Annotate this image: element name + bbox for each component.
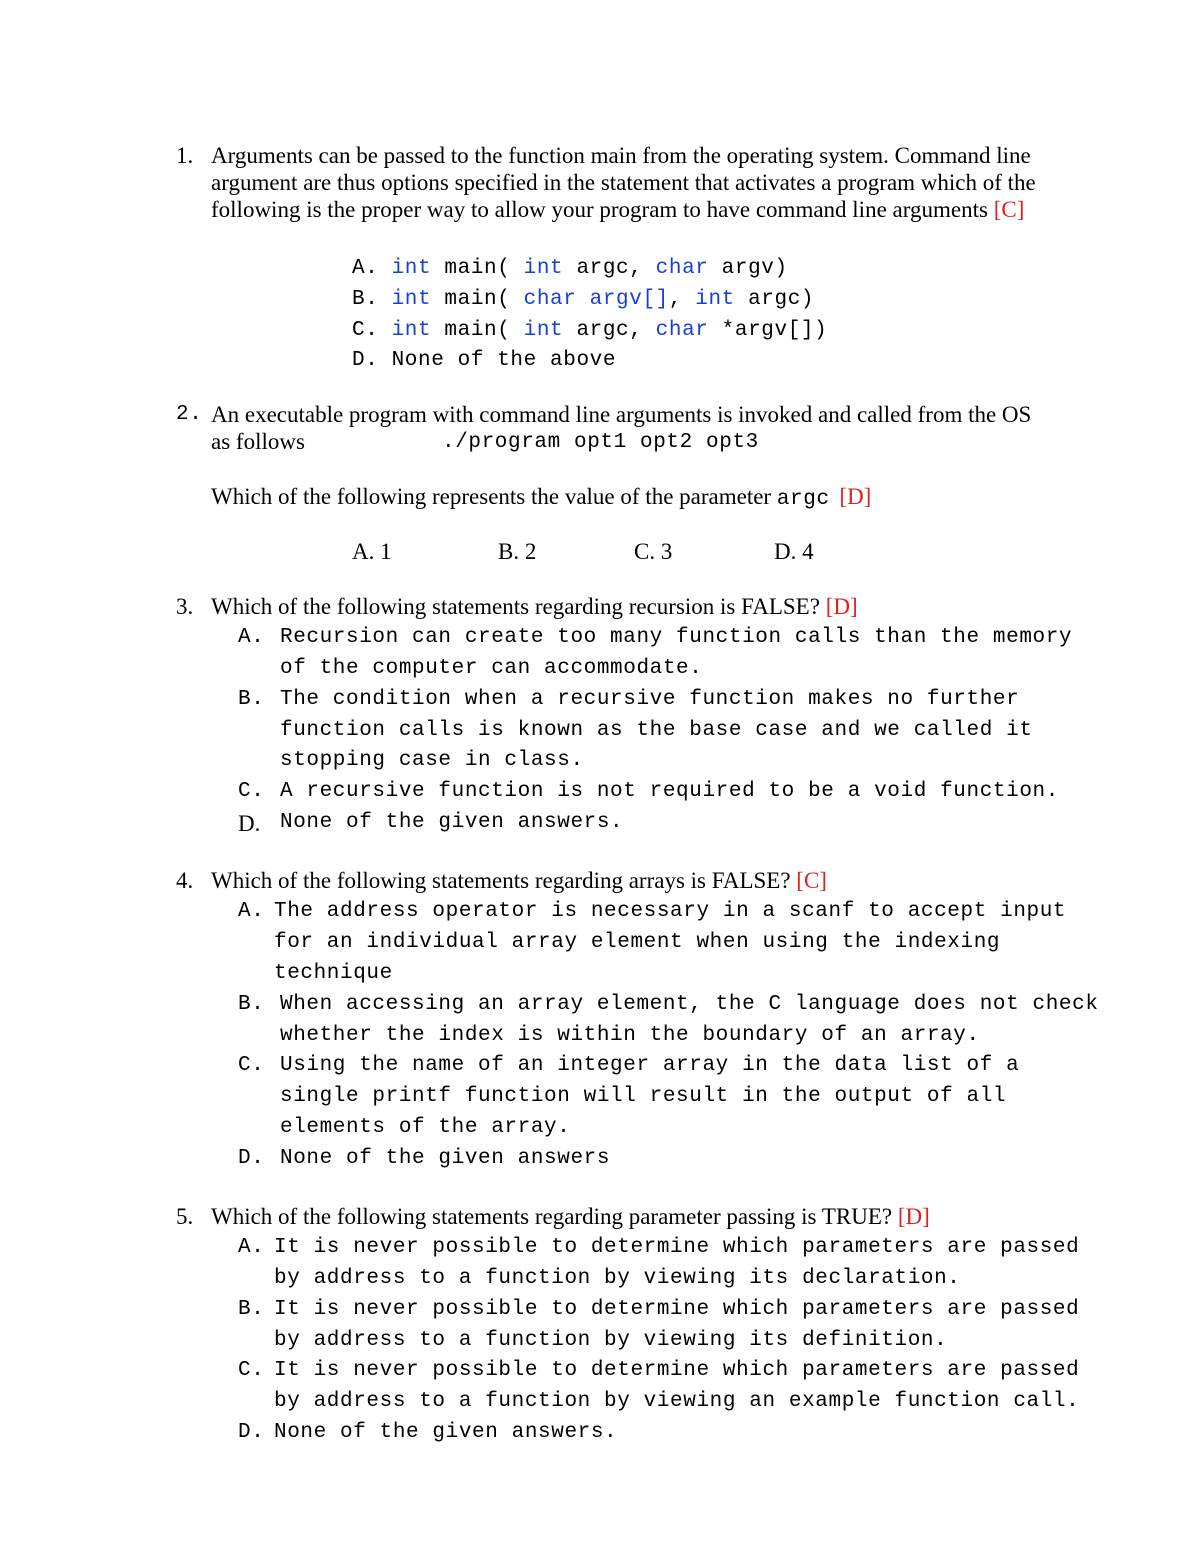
code-keyword: int: [391, 288, 432, 311]
question-number: 2.: [176, 403, 203, 426]
option-letter: C.: [352, 319, 379, 342]
option-text-line: by address to a function by viewing its definition.: [274, 1329, 948, 1352]
option-text-line: function calls is known as the base case and we called it: [280, 719, 1033, 742]
option-text-line: technique: [274, 962, 393, 985]
code-text: argc,: [563, 257, 656, 280]
option-text-line: by address to a function by viewing an example function call.: [274, 1390, 1080, 1413]
code-text: *argv[]): [708, 319, 828, 342]
option-letter: C.: [238, 780, 265, 803]
option-text-line: It is never possible to determine which parameters are passed: [274, 1236, 1080, 1259]
option-text-line: elements of the array.: [280, 1116, 571, 1139]
option-text-line: single printf function will result in the output of all: [280, 1085, 1007, 1108]
option-text-line: The address operator is necessary in a scanf to accept input: [274, 900, 1067, 923]
option-letter: D.: [238, 811, 261, 836]
option-text-line: A recursive function is not required to be a void function.: [280, 780, 1059, 803]
code-keyword: char: [655, 257, 709, 280]
option-b: B. 2: [498, 539, 537, 564]
code-keyword: int: [391, 319, 432, 342]
question-number: 1.: [176, 143, 194, 168]
code-keyword: char: [655, 319, 709, 342]
question-prompt: Which of the following represents the value of the parameter: [211, 484, 772, 509]
question-text-line: as follows: [211, 429, 305, 454]
option-letter: A.: [352, 257, 379, 280]
option-text-line: None of the given answers.: [280, 811, 624, 834]
option-letter: C.: [238, 1054, 265, 1077]
answer-key: [D]: [825, 594, 858, 619]
answer-key: [D]: [897, 1204, 930, 1229]
option-c: [352, 319, 827, 342]
option-text-line: stopping case in class.: [280, 749, 584, 772]
code-text: ,: [668, 288, 696, 311]
option-letter: B.: [352, 288, 379, 311]
option-text-line: It is never possible to determine which parameters are passed: [274, 1359, 1080, 1382]
option-letter: D.: [352, 349, 379, 372]
question-stem: Which of the following statements regarding arrays is FALSE?: [211, 868, 791, 893]
option-b: [352, 288, 814, 311]
option-letter: A.: [238, 900, 265, 923]
code-text: main(: [431, 257, 524, 280]
option-letter: B.: [238, 1298, 265, 1321]
option-d: D. 4: [774, 539, 814, 564]
code-text: argc,: [563, 319, 656, 342]
code-text: argv): [708, 257, 788, 280]
option-letter: B.: [238, 688, 265, 711]
question-number: 3.: [176, 594, 194, 619]
question-text-line: following is the proper way to allow your program to have command line arguments: [211, 197, 988, 222]
option-text-line: for an individual array element when using the indexing: [274, 931, 1001, 954]
command-line: ./program opt1 opt2 opt3: [442, 431, 759, 454]
option-text-line: None of the given answers.: [274, 1421, 618, 1444]
question-number: 4.: [176, 868, 194, 893]
question-text-line: argument are thus options specified in the statement that activates a program which of the: [211, 170, 1036, 195]
option-letter: B.: [238, 993, 265, 1016]
option-text-line: whether the index is within the boundary of an array.: [280, 1024, 980, 1047]
option-text-line: by address to a function by viewing its declaration.: [274, 1267, 961, 1290]
option-text-line: of the computer can accommodate.: [280, 657, 703, 680]
option-letter: A.: [238, 626, 265, 649]
option-letter: D.: [238, 1147, 265, 1170]
option-text: None of the above: [391, 349, 617, 372]
option-letter: C.: [238, 1359, 265, 1382]
code-keyword: char argv[]: [523, 288, 669, 311]
option-d: [352, 349, 616, 372]
code-text: argc): [734, 288, 815, 311]
option-text-line: None of the given answers: [280, 1147, 611, 1170]
option-letter: D.: [238, 1421, 265, 1444]
code-keyword: int: [523, 319, 564, 342]
code-text: main(: [431, 288, 524, 311]
question-number: 5.: [176, 1204, 194, 1229]
question-stem: Which of the following statements regarding parameter passing is TRUE?: [211, 1204, 893, 1229]
answer-key: [C]: [796, 868, 827, 893]
code-keyword: int: [391, 257, 432, 280]
option-a: A. 1: [352, 539, 392, 564]
question-text-line: An executable program with command line arguments is invoked and called from the OS: [211, 402, 1032, 427]
code-text: main(: [431, 319, 524, 342]
answer-key: [C]: [993, 197, 1025, 222]
option-a: [352, 257, 788, 280]
option-text-line: Using the name of an integer array in the data list of a: [280, 1054, 1020, 1077]
option-text-line: It is never possible to determine which parameters are passed: [274, 1298, 1080, 1321]
code-keyword: int: [523, 257, 564, 280]
option-text-line: Recursion can create too many function calls than the memory: [280, 626, 1073, 649]
option-c: C. 3: [634, 539, 673, 564]
option-text-line: When accessing an array element, the C language does not check: [280, 993, 1099, 1016]
param-name: argc: [776, 488, 830, 511]
code-keyword: int: [695, 288, 735, 311]
question-text-line: Arguments can be passed to the function main from the operating system. Command line: [211, 143, 1031, 168]
option-letter: A.: [238, 1236, 265, 1259]
option-text-line: The condition when a recursive function makes no further: [280, 688, 1020, 711]
answer-key: [D]: [839, 484, 872, 509]
question-stem: Which of the following statements regarding recursion is FALSE?: [211, 594, 820, 619]
